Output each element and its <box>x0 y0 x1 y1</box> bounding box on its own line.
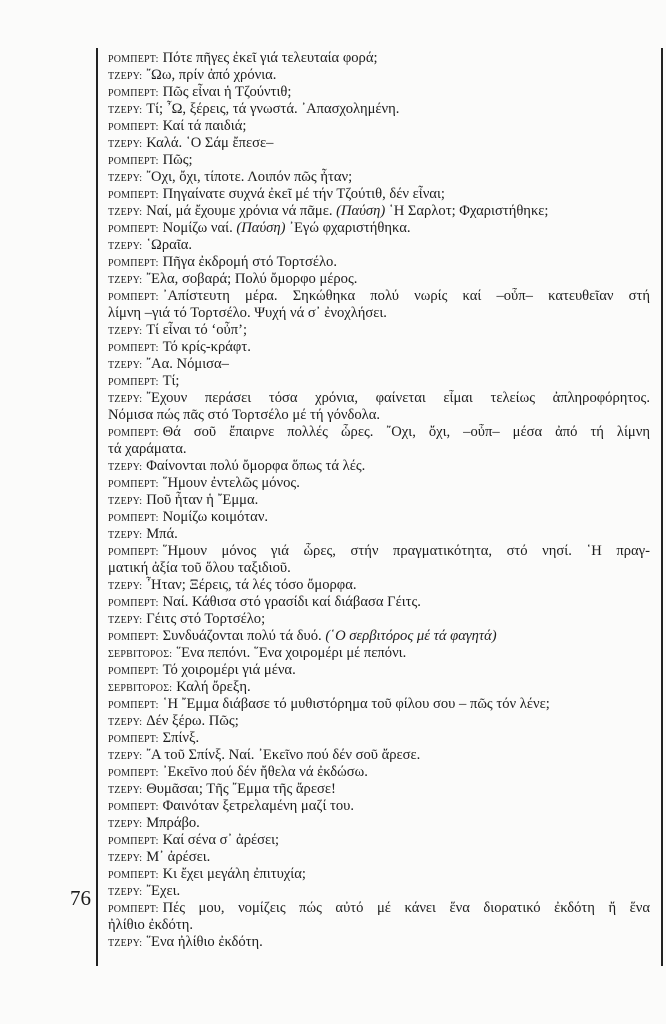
speaker-name: ΡΟΜΠΕΡΤ: <box>108 54 159 65</box>
speaker-name: ΣΕΡΒΙΤΟΡΟΣ: <box>108 683 173 694</box>
dialogue-line <box>108 186 650 203</box>
left-margin-rule <box>96 48 98 966</box>
speaker-name: ΡΟΜΠΕΡΤ: <box>108 428 159 439</box>
speaker-name: ΤΖΕΡΥ: <box>108 462 143 473</box>
line-text: Φαινόταν ξετρελαμένη μαζί του. <box>162 798 355 814</box>
speaker-name: ΤΖΕΡΥ: <box>108 105 143 116</box>
speaker-name: ΡΟΜΠΕΡΤ: <box>108 768 159 779</box>
line-text: Καλά. ῾Ο Σάμ ἔπεσε– <box>146 135 274 151</box>
dialogue-line <box>108 424 650 441</box>
line-text: Συνδυάζονται πολύ τά δυό. <box>162 628 326 644</box>
dialogue-line <box>108 339 650 356</box>
dialogue-line <box>108 492 650 509</box>
dialogue-line <box>108 730 650 747</box>
dialogue-line <box>108 849 650 866</box>
dialogue-line <box>108 305 650 322</box>
dialogue-line <box>108 611 650 628</box>
stage-direction: (Παύση) <box>336 203 386 219</box>
dialogue-line <box>108 84 650 101</box>
speaker-name: ΡΟΜΠΕΡΤ: <box>108 734 159 745</box>
line-text: Νομίζω ναί. <box>162 220 237 236</box>
dialogue-line <box>108 747 650 764</box>
dialogue-line <box>108 917 650 934</box>
line-text: Πότε πῆγες ἐκεῖ γιά τελευταία φορά; <box>162 50 378 66</box>
speaker-name: ΡΟΜΠΕΡΤ: <box>108 156 159 167</box>
speaker-name: ΤΖΕΡΥ: <box>108 819 143 830</box>
line-text: Μ᾽ ἀρέσει. <box>146 849 211 865</box>
line-text: ῎Ελα, σοβαρά; Πολύ ὄμορφο μέρος. <box>146 271 358 287</box>
dialogue-line <box>108 50 650 67</box>
line-text: λίμνη –γιά τό Τορτσέλο. Ψυχή νά σ᾽ ἐνοχλήσει. <box>108 305 387 321</box>
speaker-name: ΡΟΜΠΕΡΤ: <box>108 632 159 643</box>
line-text: Σπίνξ. <box>162 730 200 746</box>
dialogue-line <box>108 288 650 305</box>
line-text: Τί; ῏Ω, ξέρεις, τά γνωστά. ᾽Απασχολημένη. <box>146 101 400 117</box>
line-text: Τό χοιρομέρι γιά μένα. <box>162 662 296 678</box>
speaker-name: ΤΖΕΡΥ: <box>108 785 143 796</box>
dialogue-line <box>108 543 650 560</box>
dialogue-line <box>108 458 650 475</box>
dialogue-line <box>108 934 650 951</box>
line-text: ῎Εχουν περάσει τόσα χρόνια, φαίνεται εἶμαι τελείως ἀπληροφόρητος. <box>146 390 650 406</box>
dialogue-line <box>108 798 650 815</box>
speaker-name: ΡΟΜΠΕΡΤ: <box>108 190 159 201</box>
speaker-name: ΤΖΕΡΥ: <box>108 207 143 218</box>
dialogue-line <box>108 407 650 424</box>
speaker-name: ΡΟΜΠΕΡΤ: <box>108 377 159 388</box>
dialogue-line <box>108 526 650 543</box>
dialogue-line <box>108 390 650 407</box>
dialogue-line <box>108 628 650 645</box>
line-text: ῎Ωω, πρίν ἀπό χρόνια. <box>146 67 277 83</box>
speaker-name: ΡΟΜΠΕΡΤ: <box>108 870 159 881</box>
speaker-name: ΤΖΕΡΥ: <box>108 173 143 184</box>
speaker-name: ΤΖΕΡΥ: <box>108 717 143 728</box>
speaker-name: ΤΖΕΡΥ: <box>108 530 143 541</box>
speaker-name: ΤΖΕΡΥ: <box>108 394 143 405</box>
dialogue-line <box>108 254 650 271</box>
dialogue-line <box>108 441 650 458</box>
line-text: Θά σοῦ ἔπαιρνε πολλές ὧρες. ῎Οχι, ὄχι, –οὖπ– μέσα ἀπό τή λίμνη <box>162 424 650 440</box>
dialogue-line <box>108 662 650 679</box>
dialogue-line <box>108 679 650 696</box>
stage-direction: (Παύση) <box>236 220 286 236</box>
dialogue-line <box>108 475 650 492</box>
line-text: ῎Αα. Νόμισα– <box>146 356 229 372</box>
speaker-name: ΤΖΕΡΥ: <box>108 139 143 150</box>
speaker-name: ΡΟΜΠΕΡΤ: <box>108 258 159 269</box>
speaker-name: ΤΖΕΡΥ: <box>108 853 143 864</box>
speaker-name: ΤΖΕΡΥ: <box>108 496 143 507</box>
line-text: Νομίζω κοιμόταν. <box>162 509 269 525</box>
line-text: ῎Α τοῦ Σπίνξ. Ναί. ᾽Εκεῖνο πού δέν σοῦ ἄρεσε. <box>146 747 421 763</box>
speaker-name: ΤΖΕΡΥ: <box>108 275 143 286</box>
line-text: τά χαράματα. <box>108 441 187 457</box>
speaker-name: ΡΟΜΠΕΡΤ: <box>108 700 159 711</box>
dialogue-line <box>108 696 650 713</box>
speaker-name: ΡΟΜΠΕΡΤ: <box>108 802 159 813</box>
line-text: ῾Η Σαρλοτ; Φχαριστήθηκε; <box>385 203 549 219</box>
dialogue-line <box>108 594 650 611</box>
line-text: ᾽Εκεῖνο πού δέν ἤθελα νά ἐκδώσω. <box>162 764 368 780</box>
speaker-name: ΤΖΕΡΥ: <box>108 938 143 949</box>
line-text: ῞Ενα πεπόνι. ῞Ενα χοιρομέρι μέ πεπόνι. <box>176 645 407 661</box>
speaker-name: ΡΟΜΠΕΡΤ: <box>108 666 159 677</box>
line-text: Πῆγα ἐκδρομή στό Τορτσέλο. <box>162 254 337 270</box>
line-text: Καί τά παιδιά; <box>162 118 247 134</box>
dialogue-text <box>108 50 650 951</box>
dialogue-line <box>108 373 650 390</box>
dialogue-line <box>108 203 650 220</box>
speaker-name: ΡΟΜΠΕΡΤ: <box>108 122 159 133</box>
line-text: Νόμισα πώς πᾶς στό Τορτσέλο μέ τή γόνδολα. <box>108 407 381 423</box>
speaker-name: ΤΖΕΡΥ: <box>108 360 143 371</box>
dialogue-line <box>108 713 650 730</box>
line-text: Τό κρίς-κράφτ. <box>162 339 251 355</box>
dialogue-line <box>108 220 650 237</box>
dialogue-line <box>108 322 650 339</box>
dialogue-line <box>108 645 650 662</box>
speaker-name: ΤΖΕΡΥ: <box>108 887 143 898</box>
speaker-name: ΡΟΜΠΕΡΤ: <box>108 904 159 915</box>
line-text: Μπά. <box>146 526 178 542</box>
speaker-name: ΤΖΕΡΥ: <box>108 71 143 82</box>
speaker-name: ΡΟΜΠΕΡΤ: <box>108 513 159 524</box>
stage-direction: (῾Ο σερβιτόρος μέ τά φαγητά) <box>325 628 497 644</box>
line-text: ῎Εχει. <box>146 883 181 899</box>
line-text: Καί σένα σ᾽ ἀρέσει; <box>162 832 280 848</box>
speaker-name: ΡΟΜΠΕΡΤ: <box>108 547 159 558</box>
dialogue-line <box>108 271 650 288</box>
speaker-name: ΤΖΕΡΥ: <box>108 581 143 592</box>
page-number: 76 <box>70 886 91 910</box>
line-text: ῞Ενα ἠλίθιο ἐκδότη. <box>146 934 263 950</box>
speaker-name: ΤΖΕΡΥ: <box>108 615 143 626</box>
line-text: Γέιτς στό Τορτσέλο; <box>146 611 266 627</box>
line-text: ῾Ωραῖα. <box>146 237 193 253</box>
line-text: Δέν ξέρω. Πῶς; <box>146 713 239 729</box>
dialogue-line <box>108 832 650 849</box>
dialogue-line <box>108 883 650 900</box>
dialogue-line <box>108 135 650 152</box>
dialogue-line <box>108 560 650 577</box>
line-text: Πές μου, νομίζεις πώς αὐτό μέ κάνει ἕνα διορατικό ἐκδότη ἤ ἕνα <box>162 900 650 916</box>
line-text: ῏Ηταν; Ξέρεις, τά λές τόσο ὄμορφα. <box>146 577 357 593</box>
speaker-name: ΡΟΜΠΕΡΤ: <box>108 224 159 235</box>
dialogue-line <box>108 118 650 135</box>
dialogue-line <box>108 152 650 169</box>
line-text: ἠλίθιο ἐκδότη. <box>108 917 193 933</box>
speaker-name: ΡΟΜΠΕΡΤ: <box>108 88 159 99</box>
speaker-name: ΤΖΕΡΥ: <box>108 751 143 762</box>
dialogue-line <box>108 169 650 186</box>
line-text: Πηγαίνατε συχνά ἐκεῖ μέ τήν Τζούτιθ, δέν εἶναι; <box>162 186 445 202</box>
speaker-name: ΡΟΜΠΕΡΤ: <box>108 598 159 609</box>
line-text: Ποῦ ἦταν ἡ ῎Εμμα. <box>146 492 259 508</box>
line-text: Τί; <box>162 373 180 389</box>
line-text: Ναί, μά ἔχουμε χρόνια νά πᾶμε. <box>146 203 337 219</box>
dialogue-line <box>108 815 650 832</box>
line-text: Θυμᾶσαι; Τῆς ῎Εμμα τῆς ἄρεσε! <box>146 781 336 797</box>
dialogue-line <box>108 781 650 798</box>
speaker-name: ΤΖΕΡΥ: <box>108 241 143 252</box>
dialogue-line <box>108 237 650 254</box>
speaker-name: ΤΖΕΡΥ: <box>108 326 143 337</box>
line-text: Καλή ὄρεξη. <box>176 679 251 695</box>
dialogue-line <box>108 356 650 373</box>
line-text: Φαίνονται πολύ ὄμορφα ὅπως τά λές. <box>146 458 366 474</box>
dialogue-line <box>108 764 650 781</box>
speaker-name: ΡΟΜΠΕΡΤ: <box>108 343 159 354</box>
speaker-name: ΡΟΜΠΕΡΤ: <box>108 479 159 490</box>
dialogue-line <box>108 577 650 594</box>
line-text: Κι ἔχει μεγάλη ἐπιτυχία; <box>162 866 306 882</box>
line-text: ᾽Απίστευτη μέρα. Σηκώθηκα πολύ νωρίς καί –οὖπ– κατευθεῖαν στή <box>162 288 650 304</box>
line-text: ῞Ημουν ἐντελῶς μόνος. <box>162 475 300 491</box>
line-text: ῎Οχι, ὄχι, τίποτε. Λοιπόν πῶς ἦταν; <box>146 169 353 185</box>
speaker-name: ΣΕΡΒΙΤΟΡΟΣ: <box>108 649 173 660</box>
line-text: ῾Η ῎Εμμα διάβασε τό μυθιστόρημα τοῦ φίλου σου – πῶς τόν λένε; <box>162 696 550 712</box>
dialogue-line <box>108 900 650 917</box>
line-text: Πῶς; <box>162 152 193 168</box>
line-text: ᾽Εγώ φχαριστήθηκα. <box>285 220 411 236</box>
right-margin-rule <box>661 48 663 966</box>
speaker-name: ΡΟΜΠΕΡΤ: <box>108 292 159 303</box>
line-text: Ναί. Κάθισα στό γρασίδι καί διάβασα Γέιτς. <box>162 594 421 610</box>
dialogue-line <box>108 101 650 118</box>
dialogue-line <box>108 67 650 84</box>
line-text: Τί εἶναι τό ‘οὖπ’; <box>146 322 248 338</box>
line-text: Πῶς εἶναι ἡ Τζούντιθ; <box>162 84 292 100</box>
line-text: Μπράβο. <box>146 815 200 831</box>
speaker-name: ΡΟΜΠΕΡΤ: <box>108 836 159 847</box>
dialogue-line <box>108 509 650 526</box>
line-text: ῞Ημουν μόνος γιά ὧρες, στήν πραγματικότητα, στό νησί. ῾Η πραγ- <box>162 543 650 559</box>
line-text: ματική ἀξία τοῦ ὅλου ταξιδιοῦ. <box>108 560 291 576</box>
dialogue-line <box>108 866 650 883</box>
